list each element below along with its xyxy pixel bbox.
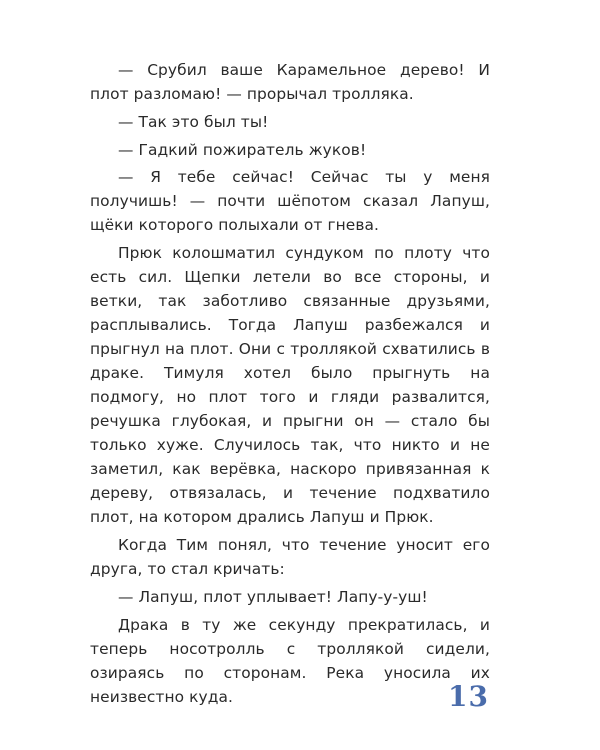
paragraph-7: — Лапуш, плот уплывает! Лапу-у-уш! — [118, 587, 428, 606]
paragraph-4: — Я тебе сейчас! Сейчас ты у меня получишь! — почти шёпотом сказал Лапуш, щёки которого полыхали от гнева. — [90, 168, 490, 235]
paragraph-8: Драка в ту же секунду прекратилась, и теперь носотролль с троллякой сидели, озираясь по сторонам. Река уносила их неизвестно куда. — [90, 615, 490, 706]
page-number: 13 — [448, 680, 489, 713]
paragraph-1: — Срубил ваше Карамельное дерево! И плот разломаю! — прорычал тролляка. — [90, 61, 490, 103]
paragraph-6: Когда Тим понял, что течение уносит его друга, то стал кричать: — [90, 535, 490, 578]
paragraph-2: — Так это был ты! — [118, 112, 269, 131]
body-text — [90, 58, 490, 709]
paragraph-5: Прюк колошматил сундуком по плоту что есть сил. Щепки летели во все стороны, и ветки, так заботливо связанные друзьями, расплывались. Тогда Лапуш разбежался и прыгнул на плот. Они с троллякой схватились в драке. Тимуля хотел было прыгнуть на подмогу, но плот того и гляди развалится, речушка глубокая, и прыгни он — стало бы только хуже. Случилось так, что никто и не заметил, как верёвка, наскоро привязанная к дереву, отвязалась, и течение подхватило плот, на котором дрались Лапуш и Прюк. — [90, 244, 490, 527]
paragraph-3: — Гадкий пожиратель жуков! — [118, 140, 367, 159]
